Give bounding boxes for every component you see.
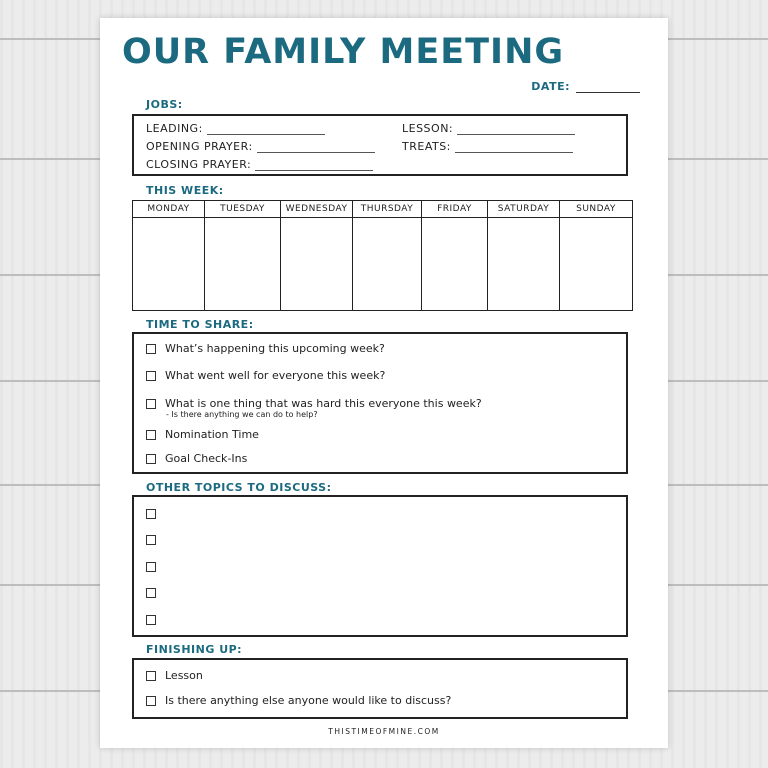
topic-item[interactable] xyxy=(146,588,156,598)
job-closing-prayer-line[interactable] xyxy=(255,160,373,171)
checkbox[interactable] xyxy=(146,562,156,572)
job-lesson-line[interactable] xyxy=(457,124,575,135)
share-item[interactable] xyxy=(146,452,247,465)
checkbox[interactable] xyxy=(146,535,156,545)
share-subnote: - Is there anything we can do to help? xyxy=(166,410,318,419)
day-cell-saturday[interactable] xyxy=(488,218,560,311)
checkbox[interactable] xyxy=(146,696,156,706)
topic-item[interactable] xyxy=(146,509,156,519)
finish-item-label: Is there anything else anyone would like to discuss? xyxy=(165,694,452,707)
job-leading-label: LEADING: xyxy=(146,122,203,135)
share-item[interactable] xyxy=(146,428,259,441)
checkbox[interactable] xyxy=(146,454,156,464)
time-to-share-box xyxy=(132,332,628,474)
job-closing-prayer-label: CLOSING PRAYER: xyxy=(146,158,252,171)
job-treats-line[interactable] xyxy=(455,142,573,153)
jobs-heading: JOBS: xyxy=(146,98,183,111)
checkbox[interactable] xyxy=(146,509,156,519)
share-item-label: What went well for everyone this week? xyxy=(165,369,386,382)
date-label: DATE: xyxy=(531,80,570,93)
footer-site-name: THISTIMEOFMINE.COM xyxy=(328,727,440,736)
checkbox[interactable] xyxy=(146,430,156,440)
job-lesson xyxy=(402,122,575,135)
job-leading-line[interactable] xyxy=(207,124,325,135)
week-table xyxy=(132,200,633,311)
checkbox[interactable] xyxy=(146,399,156,409)
checkbox[interactable] xyxy=(146,671,156,681)
finishing-up-heading: FINISHING UP: xyxy=(146,643,243,656)
finish-item-label: Lesson xyxy=(165,669,203,682)
finish-item[interactable] xyxy=(146,669,203,682)
checkbox[interactable] xyxy=(146,371,156,381)
this-week-heading: THIS WEEK: xyxy=(146,184,224,197)
checkbox[interactable] xyxy=(146,344,156,354)
other-topics-heading: OTHER TOPICS TO DISCUSS: xyxy=(146,481,332,494)
job-opening-prayer xyxy=(146,140,375,153)
time-to-share-heading: TIME TO SHARE: xyxy=(146,318,254,331)
topic-item[interactable] xyxy=(146,615,156,625)
checkbox[interactable] xyxy=(146,615,156,625)
page-title: OUR FAMILY MEETING xyxy=(122,32,565,72)
job-opening-prayer-label: OPENING PRAYER: xyxy=(146,140,253,153)
share-item[interactable] xyxy=(146,369,385,382)
job-treats-label: TREATS: xyxy=(402,140,451,153)
checkbox[interactable] xyxy=(146,588,156,598)
week-header-row xyxy=(133,201,633,218)
share-item-label: Goal Check-Ins xyxy=(165,452,248,465)
day-header-monday: MONDAY xyxy=(133,201,205,218)
day-header-friday: FRIDAY xyxy=(422,201,488,218)
printable-sheet xyxy=(100,18,668,748)
share-item[interactable] xyxy=(146,342,385,355)
day-cell-monday[interactable] xyxy=(133,218,205,311)
date-blank-line[interactable] xyxy=(576,82,640,93)
share-item-label: What is one thing that was hard this everyone this week? xyxy=(165,397,482,410)
week-body-row xyxy=(133,218,633,311)
day-header-sunday: SUNDAY xyxy=(560,201,633,218)
topic-item[interactable] xyxy=(146,535,156,545)
finishing-up-box xyxy=(132,658,628,719)
day-cell-tuesday[interactable] xyxy=(205,218,281,311)
day-cell-wednesday[interactable] xyxy=(281,218,353,311)
share-item-label: Nomination Time xyxy=(165,428,259,441)
day-cell-thursday[interactable] xyxy=(353,218,422,311)
day-cell-sunday[interactable] xyxy=(560,218,633,311)
day-header-wednesday: WEDNESDAY xyxy=(281,201,353,218)
jobs-box xyxy=(132,114,628,176)
job-leading xyxy=(146,122,325,135)
job-closing-prayer xyxy=(146,158,373,171)
day-header-saturday: SATURDAY xyxy=(488,201,560,218)
topic-item[interactable] xyxy=(146,562,156,572)
share-item-label: What’s happening this upcoming week? xyxy=(165,342,385,355)
other-topics-box xyxy=(132,495,628,637)
job-lesson-label: LESSON: xyxy=(402,122,454,135)
finish-item[interactable] xyxy=(146,694,451,707)
job-opening-prayer-line[interactable] xyxy=(257,142,375,153)
date-row xyxy=(531,80,640,93)
day-header-thursday: THURSDAY xyxy=(353,201,422,218)
share-item[interactable] xyxy=(146,397,482,410)
job-treats xyxy=(402,140,573,153)
day-header-tuesday: TUESDAY xyxy=(205,201,281,218)
day-cell-friday[interactable] xyxy=(422,218,488,311)
